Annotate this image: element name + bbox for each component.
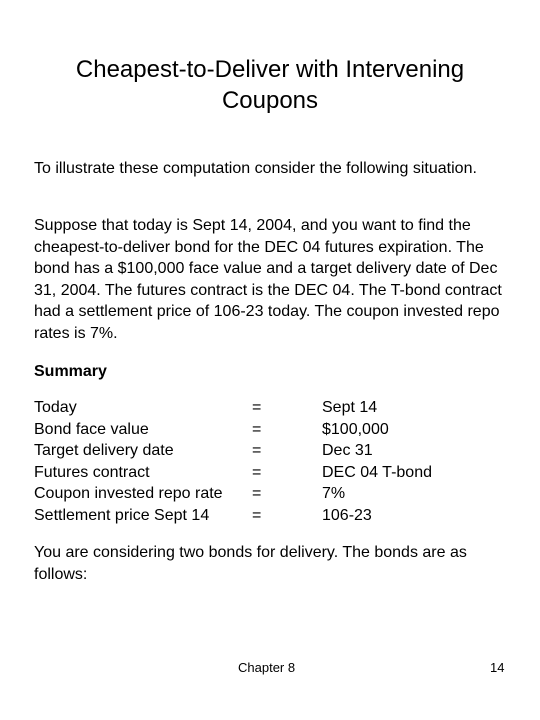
title-line-2: Coupons — [221, 87, 319, 114]
summary-row — [34, 419, 502, 441]
summary-row — [34, 397, 502, 419]
summary-equals: = — [252, 399, 262, 416]
summary-label: Coupon invested repo rate — [34, 485, 223, 503]
slide-title — [40, 54, 500, 116]
title-line-1: Cheapest-to-Deliver with Intervening — [75, 56, 465, 83]
intro-paragraph: To illustrate these computation consider the following situation. — [34, 160, 477, 177]
summary-label: Target delivery date — [34, 442, 174, 460]
summary-label: Settlement price Sept 14 — [34, 506, 210, 524]
summary-label: Bond face value — [34, 420, 149, 438]
summary-row — [34, 440, 502, 462]
summary-value: Dec 31 — [322, 442, 373, 460]
summary-equals: = — [252, 442, 262, 460]
summary-row — [34, 505, 502, 527]
summary-value: $100,000 — [322, 420, 389, 438]
summary-value: 7% — [322, 485, 346, 503]
summary-value: Sept 14 — [322, 399, 378, 416]
summary-value: DEC 04 T-bond — [322, 463, 432, 481]
summary-equals: = — [252, 506, 262, 524]
summary-row — [34, 483, 502, 505]
summary-label: Futures contract — [34, 463, 150, 481]
summary-heading: Summary — [34, 363, 107, 380]
summary-table — [34, 397, 502, 527]
summary-equals: = — [252, 420, 262, 438]
summary-value: 106-23 — [322, 506, 372, 524]
page-number: 14 — [490, 660, 505, 675]
bonds-paragraph: You are considering two bonds for delivery. The bonds are as follows: — [34, 544, 467, 583]
footer-chapter: Chapter 8 — [238, 660, 296, 675]
summary-equals: = — [252, 485, 262, 503]
summary-equals: = — [252, 463, 262, 481]
summary-row — [34, 462, 502, 484]
scenario-paragraph: Suppose that today is Sept 14, 2004, and you want to find the cheapest-to-deliver bond for the DEC 04 futures expiration. The bond has a $100,000 face value and a target delivery date of Dec 31, 2004. The futures contract is the DEC 04. The T-bond contract had a settlement price of 106-23 today. The coupon invested repo rates is 7%. — [34, 217, 502, 342]
summary-label: Today — [34, 399, 77, 416]
